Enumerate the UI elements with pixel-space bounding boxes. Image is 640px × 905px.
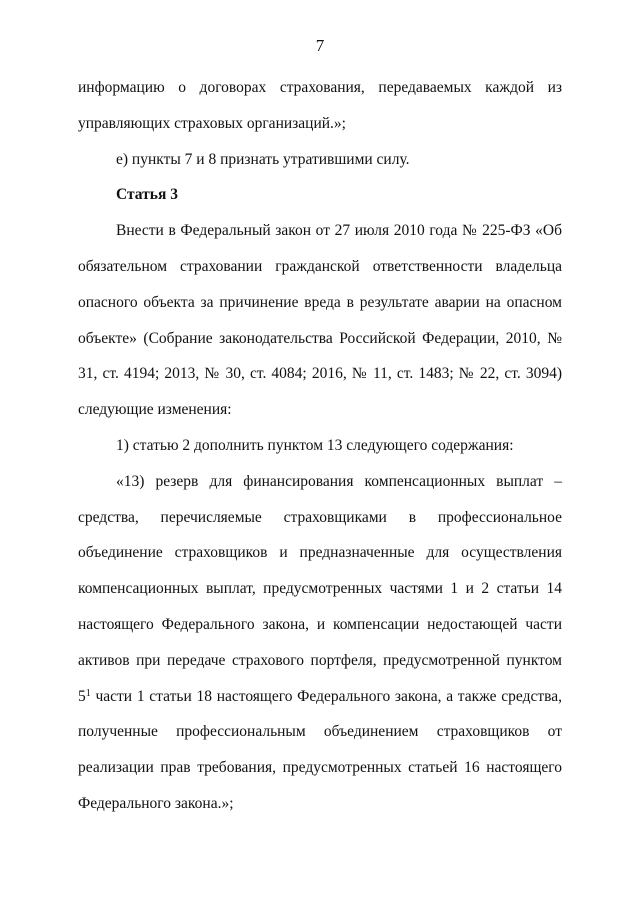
- paragraph-article-3-intro: Внести в Федеральный закон от 27 июля 2010 года № 225-ФЗ «Об обязательном страховании гражданской ответственности владельца опасного объекта за причинение вреда в результате аварии на опасном объекте» (Собрание законодательства Российской Федерации, 2010, № 31, ст. 4194; 2013, № 30, ст. 4084; 2016, № 11, ст. 1483; № 22, ст. 3094) следующие изменения:: [78, 222, 562, 419]
- paragraph-item-e: е) пункты 7 и 8 признать утратившими силу.: [116, 150, 410, 168]
- page-number: 7: [315, 36, 325, 55]
- superscript-index: 1: [85, 687, 91, 699]
- definition-text-part-2: части 1 статьи 18 настоящего Федерального закона, а также средства, полученные профессиональным объединением страховщиков от реализации прав требования, предусмотренных статьей 16 настоящего Федерального закона.»;: [78, 687, 562, 812]
- paragraph-item-1: 1) статью 2 дополнить пунктом 13 следующего содержания:: [116, 436, 514, 454]
- document-body: [78, 70, 562, 822]
- paragraph-continuation: информацию о договорах страхования, передаваемых каждой из управляющих страховых организаций.»;: [78, 79, 562, 132]
- article-heading: Статья 3: [116, 186, 178, 204]
- paragraph-definition-13: [78, 464, 562, 822]
- definition-text-part-1: «13) резерв для финансирования компенсационных выплат – средства, перечисляемые страховщиками в профессиональное объединение страховщиков и предназначенные для осуществления компенсационных выплат, предусмотренных частями 1 и 2 статьи 14 настоящего Федерального закона, и компенсации недостающей части активов при передаче страхового портфеля, предусмотренной пунктом 5: [78, 472, 562, 705]
